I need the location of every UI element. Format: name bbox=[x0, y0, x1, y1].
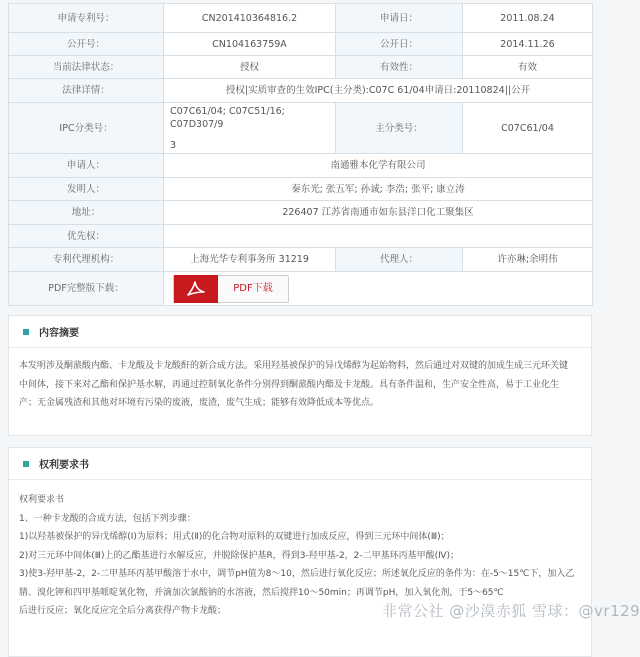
address: 226407 江苏省南通市如东县洋口化工聚集区 bbox=[164, 201, 593, 225]
pdf-download-text: PDF下载 bbox=[233, 283, 273, 294]
watermark: 非常公社 @沙漠赤狐 雪球：@vr129 bbox=[382, 602, 640, 620]
legal-detail-label: 法律详情： bbox=[9, 79, 164, 103]
ipc-label: IPC分类号： bbox=[9, 103, 164, 154]
pdf-download-button[interactable] bbox=[173, 275, 289, 303]
pdf-download-label: PDF完整版下载： bbox=[9, 272, 164, 306]
legal-status-label: 当前法律状态： bbox=[9, 56, 164, 79]
applicant-label: 申请人： bbox=[9, 154, 164, 178]
ipc-line-1: C07C61/04; C07C51/16; C07D307/9 bbox=[170, 105, 285, 130]
legal-status: 授权 bbox=[164, 56, 336, 79]
validity: 有效 bbox=[463, 56, 593, 79]
agency-label: 专利代理机构： bbox=[9, 248, 164, 272]
inventor-label: 发明人： bbox=[9, 178, 164, 201]
publication-date: 2014.11.26 bbox=[463, 33, 593, 56]
claims-line: 腈、溴化钾和四甲基哌啶氧化物，并滴加次氯酸钠的水溶液，然后搅拌10～50min；再调节pH，加入氧化剂，于5～65℃ bbox=[19, 587, 504, 598]
ipc-classes bbox=[164, 103, 336, 154]
agent: 许亦琳;余明伟 bbox=[463, 248, 593, 272]
agency: 上海光华专利事务所 31219 bbox=[164, 248, 336, 272]
adobe-pdf-icon bbox=[174, 275, 218, 303]
patent-info-table bbox=[8, 3, 593, 306]
main-class: C07C61/04 bbox=[463, 103, 593, 154]
claims-line: 后进行反应；氧化反应完全后分离获得产物卡龙酸； bbox=[19, 606, 227, 616]
legal-detail: 授权|实质审查的生效IPC(主分类):C07C 61/04申请日:20110824||公开 bbox=[164, 79, 593, 103]
validity-label: 有效性： bbox=[336, 56, 463, 79]
section-marker-icon bbox=[23, 329, 29, 335]
application-no-label: 申请专利号： bbox=[9, 4, 164, 33]
application-date: 2011.08.24 bbox=[463, 4, 593, 33]
inventor: 秦东光; 张五军; 孙诚; 李浩; 张平; 康立涛 bbox=[164, 178, 593, 201]
claims-line: 权利要求书 bbox=[19, 495, 65, 505]
claims-line: 1、一种卡龙酸的合成方法，包括下列步骤： bbox=[19, 513, 196, 524]
publication-no: CN104163759A bbox=[164, 33, 336, 56]
applicant: 南通雅本化学有限公司 bbox=[164, 154, 593, 178]
claims-line: 3)使3-羟甲基-2，2-二甲基环丙基甲酸溶于水中，调节pH值为8～10，然后进行氧化反应；所述氧化反应的条件为：在-5～15℃下，加入乙 bbox=[19, 569, 575, 579]
section-marker-icon bbox=[23, 461, 29, 467]
main-class-label: 主分类号： bbox=[336, 103, 463, 154]
priority-label: 优先权： bbox=[9, 225, 164, 248]
abstract-line: 本发明涉及酮蒎酸内酯、卡龙酸及卡龙酸酐的新合成方法。采用羟基被保护的异戊烯醇为起始物料，然后通过对双键的加成生成三元环关键 bbox=[19, 361, 569, 371]
abstract-line: 中间体，接下来对乙酯和保护基水解，再通过控制氧化条件分别得到酮蒎酸内酯及卡龙酸。具有条件温和，生产安全性高，易于工业化生 bbox=[19, 379, 560, 390]
abstract-body bbox=[9, 348, 591, 413]
claims-line: 1)以羟基被保护的异戊烯醇(Ⅰ)为原料；用式(Ⅱ)的化合物对原料的双键进行加成反应，得到三元环中间体(Ⅲ)； bbox=[19, 532, 450, 542]
abstract-title: 内容摘要 bbox=[39, 328, 79, 339]
address-label: 地址： bbox=[9, 201, 164, 225]
claims-line: 2)对三元环中间体(Ⅲ)上的乙酯基进行水解反应，并脱除保护基R，得到3-羟甲基-2，2-二甲基环丙基甲酸(Ⅳ)； bbox=[19, 550, 459, 561]
application-no: CN201410364816.2 bbox=[164, 4, 336, 33]
claims-panel bbox=[8, 447, 592, 657]
publication-date-label: 公开日： bbox=[336, 33, 463, 56]
ipc-line-2: 3 bbox=[170, 139, 177, 151]
publication-no-label: 公开号： bbox=[9, 33, 164, 56]
priority bbox=[164, 225, 593, 248]
pdf-download-cell bbox=[164, 272, 593, 306]
claims-header bbox=[9, 448, 591, 480]
abstract-line: 产；无金属残渣和其他对环境有污染的废液，废渣，废气生成；能够有效降低成本等优点。 bbox=[19, 398, 380, 408]
application-date-label: 申请日： bbox=[336, 4, 463, 33]
abstract-header bbox=[9, 316, 591, 348]
agent-label: 代理人： bbox=[336, 248, 463, 272]
abstract-panel bbox=[8, 315, 592, 436]
claims-title: 权利要求书 bbox=[39, 460, 89, 471]
